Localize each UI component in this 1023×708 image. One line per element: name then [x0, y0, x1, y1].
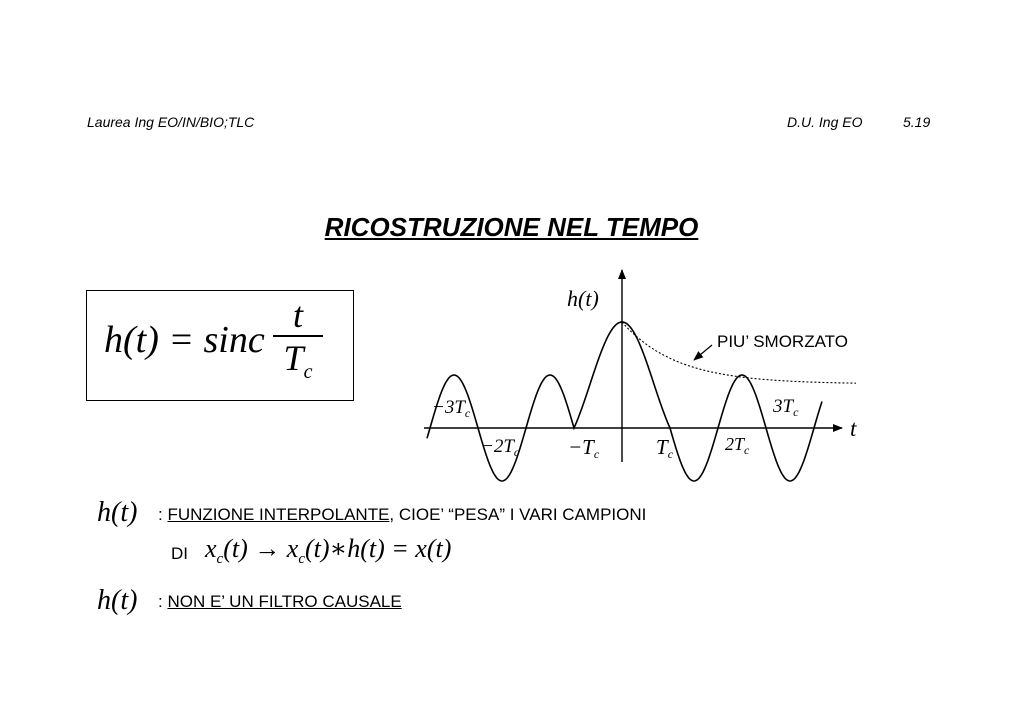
- def1-symbol: h(t): [97, 497, 138, 528]
- formula-lhs: h(t) = sinc: [104, 319, 265, 361]
- def2-text: : NON E’ UN FILTRO CAUSALE: [158, 592, 402, 611]
- formula-numerator: t: [292, 295, 303, 335]
- def1-underlined: FUNZIONE INTERPOLANTE: [167, 505, 390, 524]
- annotation-arrow: [694, 345, 712, 360]
- def1-text: : FUNZIONE INTERPOLANTE, CIOE’ “PESA” I VARI CAMPIONI: [158, 505, 647, 524]
- header-course: Laurea Ing EO/IN/BIO;TLC: [87, 114, 255, 130]
- def2-underlined: NON E’ UN FILTRO CAUSALE: [167, 592, 402, 611]
- slide-title: RICOSTRUZIONE NEL TEMPO: [324, 212, 699, 242]
- tick-label-minus-tc: −Tc: [568, 435, 600, 461]
- header-author: D.U. Ing EO: [787, 114, 863, 130]
- header-page-number: 5.19: [903, 114, 931, 130]
- y-axis-label: h(t): [567, 286, 599, 311]
- formula-denominator: $T_c$: [283, 337, 313, 383]
- tick-label-3tc: $3T_c$: [773, 396, 799, 419]
- def1-di-label: DI: [171, 544, 188, 563]
- def1-equation: $x_c(t)$ → $x_c(t)∗h(t) = x(t)$: [205, 534, 452, 568]
- tick-label-minus-2tc: $-2T_c$: [481, 436, 520, 459]
- def2-symbol: h(t): [97, 585, 138, 616]
- annotation-label: PIU’ SMORZATO: [717, 332, 848, 351]
- tick-label-minus-3tc: $-3T_c$: [432, 397, 471, 420]
- tick-label-2tc: $2T_c$: [725, 434, 750, 457]
- x-axis-label: t: [850, 416, 857, 441]
- tick-label-tc: Tc: [656, 435, 674, 461]
